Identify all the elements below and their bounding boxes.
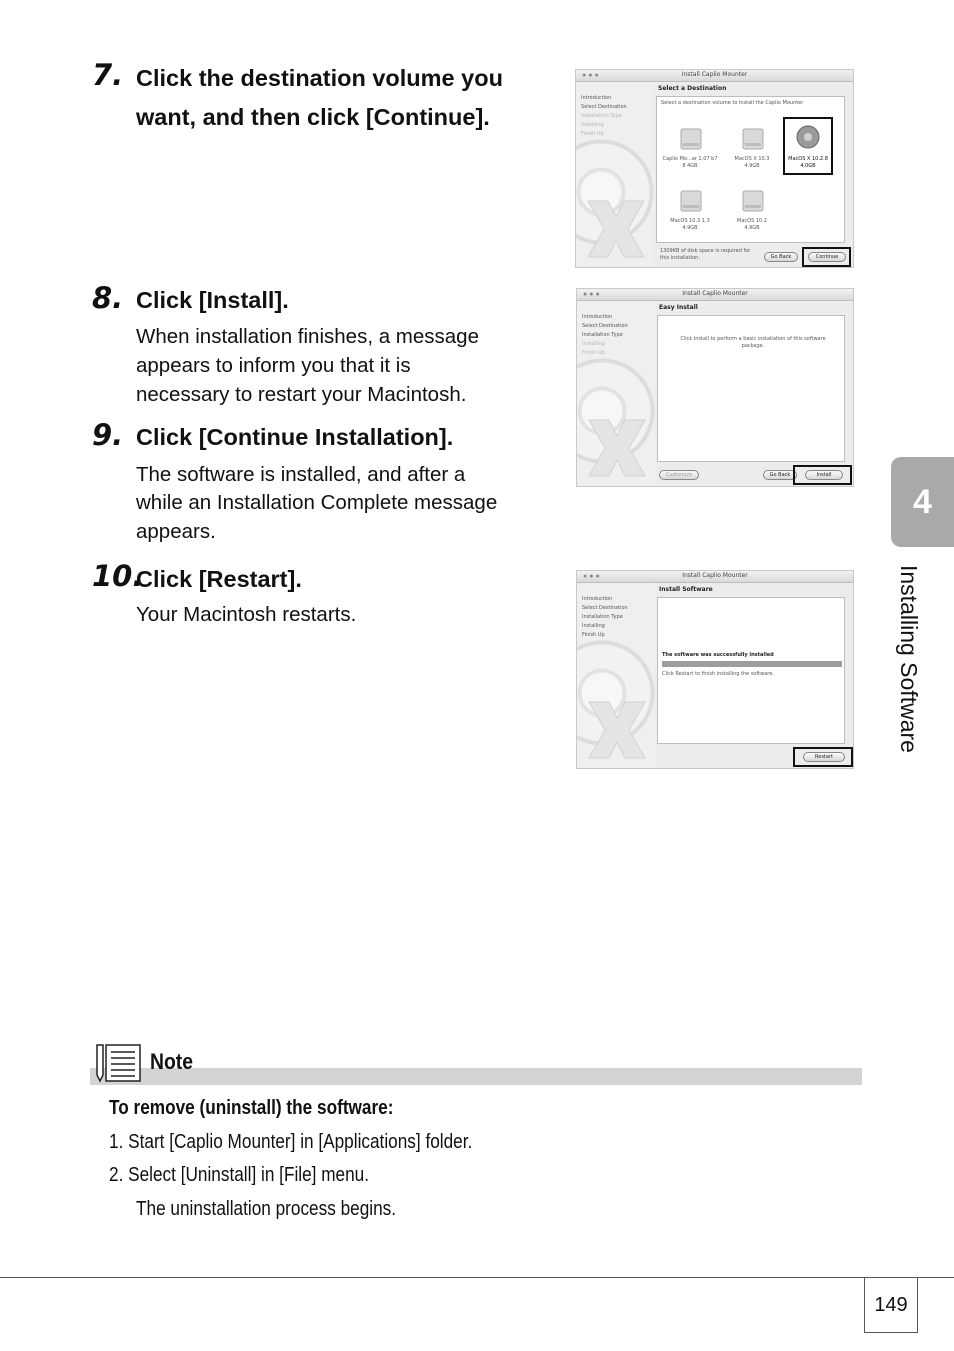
shot2-message: Click Install to perform a basic installation of this software package. [680,336,826,349]
sidebar-item-introduction: Introduction [581,95,612,101]
sidebar-item-finish-up: Finish Up [582,632,605,638]
install-button-highlight [793,465,852,485]
window-controls-icon: ●●● [582,72,601,79]
note-item-1: 1. Start [Caplio Mounter] in [Applications] folder. [109,1131,473,1153]
step-8-body-line-1: When installation finishes, a message [136,325,479,348]
notepad-icon [94,1043,142,1083]
installer-sidebar [576,82,654,267]
installer-x-logo-icon [584,197,648,261]
screenshot-select-destination [575,69,854,268]
shot1-prompt: Select a destination volume to install the Caplio Mounter [661,100,804,106]
sidebar-item-introduction: Introduction [582,314,613,320]
shot2-heading: Easy Install [659,304,698,311]
sidebar-item-introduction: Introduction [582,596,613,602]
volume-size-1: 8 4GB [682,163,698,169]
continue-button[interactable]: Continue [808,252,846,262]
chapter-label: Installing Software [896,565,922,753]
go-back-button[interactable]: Go Back [764,252,798,262]
step-10-body-line-1: Your Macintosh restarts. [136,603,357,626]
footer-rule [0,1277,954,1278]
note-title: Note [150,1049,194,1074]
window-titlebar [576,70,853,82]
step-9-body-line-2: while an Installation Complete message [136,491,498,514]
step-8-title: Click [Install]. [136,287,289,313]
installer-x-logo-icon [585,698,649,762]
window-title: Install Caplio Mounter [681,71,748,78]
step-9-title: Click [Continue Installation]. [136,424,454,450]
window-controls-icon: ●●● [583,291,602,298]
volume-disk-icon [679,187,703,215]
window-controls-icon: ●●● [583,573,602,580]
sidebar-item-select-destination: Select Destination [582,605,628,611]
volume-disk-icon [741,125,765,153]
note-follow-up: The uninstallation process begins. [136,1198,397,1220]
window-titlebar [577,289,853,301]
go-back-button[interactable]: Go Back [763,470,797,480]
sidebar-item-installing: Installing [582,341,605,347]
volume-hard-disk-icon [796,123,820,151]
volume-label-4: MacOS 10.3 1.3 [670,218,710,224]
volume-size-2: 4.9GB [744,163,760,169]
sidebar-item-installing: Installing [582,623,605,629]
installer-x-logo-icon [585,416,649,480]
shot3-heading: Install Software [659,586,713,593]
volume-label-3: MacOS X 10.2.8 [788,156,828,162]
shot3-panel [657,597,845,744]
chapter-number-tab: 4 [891,457,954,547]
page-number: 149 [864,1277,918,1333]
step-10-title: Click [Restart]. [136,566,302,592]
note-bar [90,1068,862,1085]
volume-size-3: 4.0GB [800,163,816,169]
sidebar-item-finish-up: Finish Up [581,131,604,137]
sidebar-item-select-destination: Select Destination [581,104,627,110]
installer-sidebar [577,583,655,768]
shot2-panel [657,315,845,462]
window-title: Install Caplio Mounter [682,572,748,579]
step-9-body-line-1: The software is installed, and after a [136,463,466,486]
window-titlebar [577,571,853,583]
shot3-success-message: The software was successfully installed [662,652,774,658]
note-subtitle: To remove (uninstall) the software: [109,1097,394,1119]
shot3-instruction: Click Restart to finish installing the software. [662,671,774,677]
progress-bar [662,661,842,667]
install-button[interactable]: Install [805,470,843,480]
installer-sidebar [577,301,655,486]
step-7-title-line-2: want, and then click [Continue]. [136,104,490,130]
sidebar-item-installation-type: Installation Type [582,332,623,338]
step-7-title-line-1: Click the destination volume you [136,65,503,91]
screenshot-easy-install [576,288,854,487]
restart-button[interactable]: Restart [803,752,845,762]
note-item-2: 2. Select [Uninstall] in [File] menu. [109,1164,370,1186]
volume-label-1: Caplio Mo...ar 1.07 b7 [662,156,718,162]
step-8-body-line-2: appears to inform you that it is [136,354,411,377]
continue-button-highlight [802,247,851,267]
step-8-number: 8. [92,281,124,315]
step-10-number: 10. [92,559,144,593]
step-9-number: 9. [92,418,124,452]
volume-label-2: MacOS X 10.3 [734,156,770,162]
shot1-space-note: 1309KB of disk space is required for this installation. [660,248,751,261]
volume-size-4: 4.9GB [682,225,698,231]
step-9-body-line-3: appears. [136,520,216,543]
volume-size-5: 4.9GB [744,225,760,231]
shot1-panel [656,96,845,243]
window-title: Install Caplio Mounter [682,290,748,297]
volume-label-5: MacOS 10.2 [737,218,767,224]
step-7-number: 7. [92,58,124,92]
customize-button[interactable]: Customize [659,470,699,480]
sidebar-item-finish-up: Finish Up [582,350,605,356]
shot1-heading: Select a Destination [658,85,727,92]
sidebar-item-installing: Installing [581,122,604,128]
screenshot-install-software [576,570,854,769]
step-8-body-line-3: necessary to restart your Macintosh. [136,383,467,406]
restart-button-highlight [793,747,853,767]
volume-disk-icon [679,125,703,153]
sidebar-item-installation-type: Installation Type [582,614,623,620]
sidebar-item-installation-type: Installation Type [581,113,622,119]
volume-disk-icon [741,187,765,215]
sidebar-item-select-destination: Select Destination [582,323,628,329]
